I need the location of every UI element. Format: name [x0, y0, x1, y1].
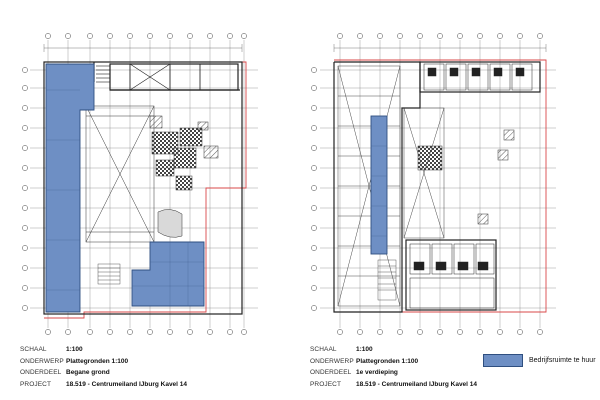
field-value: 18.519 - Centrumeiland IJburg Kavel 14 [356, 380, 478, 388]
hatched-blocks-right [418, 130, 514, 224]
legend [483, 354, 596, 367]
field-key: ONDERDEEL [310, 369, 352, 376]
grid-lines-right [320, 40, 556, 328]
field-value: Plattegronden 1:100 [356, 357, 419, 365]
dwelling-units-top-right [424, 64, 532, 90]
field-key: PROJECT [310, 380, 342, 388]
field-value: 1:100 [356, 346, 373, 353]
field-value: 1:100 [66, 346, 83, 353]
building-outline-right [334, 62, 540, 312]
field-key: ONDERWERP [20, 357, 64, 365]
field-value: 18.519 - Centrumeiland IJburg Kavel 14 [66, 380, 188, 388]
field-key: SCHAAL [20, 346, 47, 353]
corridor-structure-right [338, 66, 400, 306]
field-value: 1e verdieping [356, 369, 398, 376]
field-key: ONDERWERP [310, 357, 354, 365]
dwelling-units-bottom-right [410, 244, 494, 308]
field-key: SCHAAL [310, 346, 337, 353]
title-block-right [310, 344, 477, 390]
void-cross-right [404, 108, 444, 238]
legend-label: Bedrijfsruimte te huur [529, 357, 596, 364]
legend-swatch-rental [483, 354, 523, 367]
grid-markers-right [311, 33, 542, 334]
field-value: Plattegronden 1:100 [66, 357, 129, 365]
title-block-left [20, 344, 187, 390]
rental-zone-right-strip [371, 116, 387, 254]
field-key: ONDERDEEL [20, 369, 62, 376]
field-key: PROJECT [20, 380, 52, 388]
field-value: Begane grond [66, 369, 110, 376]
